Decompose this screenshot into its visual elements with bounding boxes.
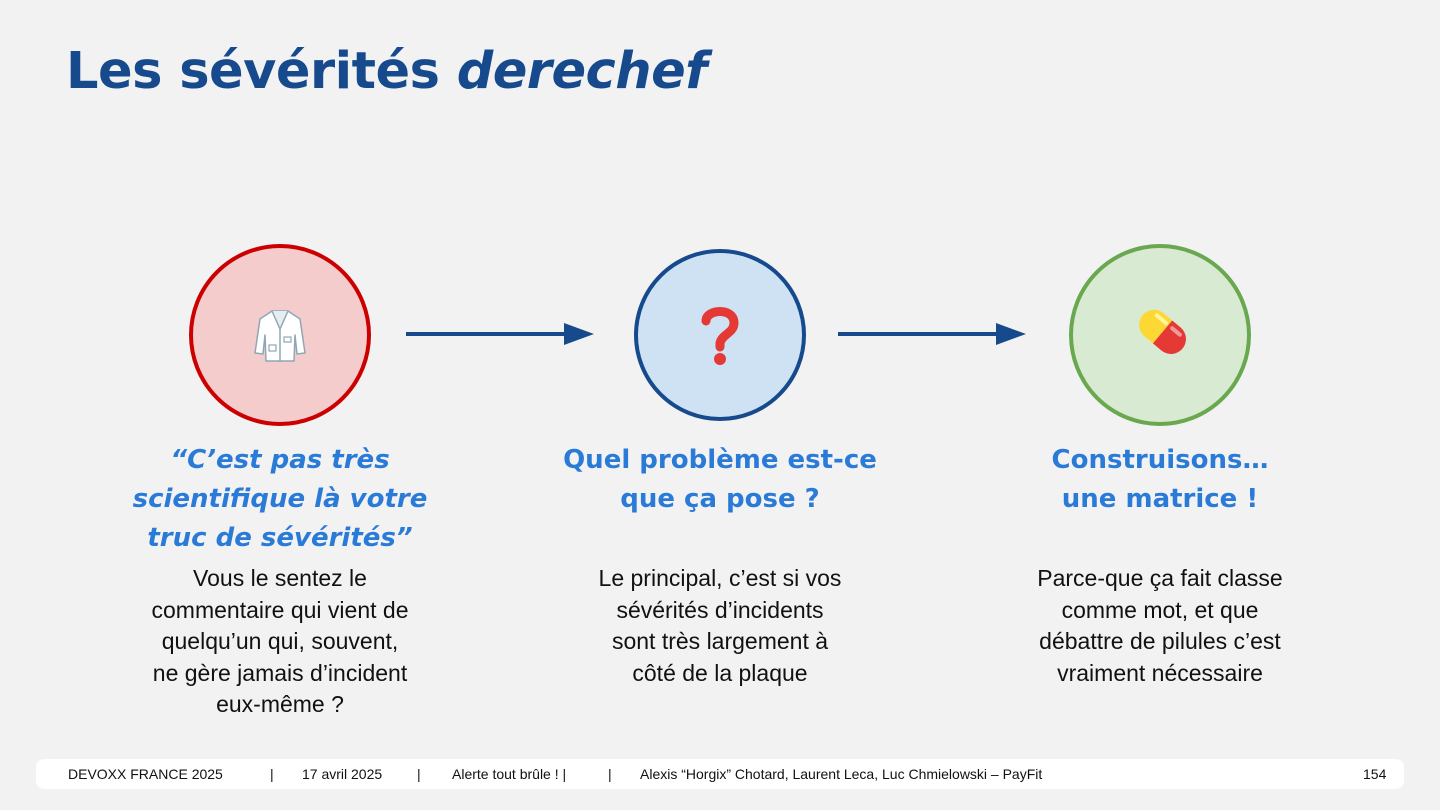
- step-1-circle: [189, 244, 371, 426]
- question-mark-icon: [698, 303, 742, 367]
- step-3-heading: Construisons… une matrice !: [1051, 445, 1269, 514]
- slide-title-emphasis: derechef: [456, 42, 707, 101]
- step-1-heading: “C’est pas très scientifique là votre truc de sévérités”: [132, 445, 428, 553]
- arrow-2-icon: [838, 322, 1028, 346]
- arrow-1-icon: [406, 322, 596, 346]
- footer-separator: |: [417, 766, 421, 782]
- footer-authors: Alexis “Horgix” Chotard, Laurent Leca, Luc Chmielowski – PayFit: [640, 766, 1043, 782]
- lab-coat-icon: [250, 305, 310, 365]
- footer-talk-title: Alerte tout brûle ! |: [452, 766, 567, 782]
- step-3-circle: [1069, 244, 1251, 426]
- step-2-heading: Quel problème est-ce que ça pose ?: [563, 445, 877, 514]
- slide-footer: [36, 759, 1404, 789]
- step-2-circle: [634, 249, 806, 421]
- page-number: 154: [1363, 766, 1387, 782]
- footer-date: 17 avril 2025: [302, 766, 383, 782]
- slide-title: [66, 42, 707, 101]
- step-1-description: Vous le sentez le commentaire qui vient de quelqu’un qui, souvent, ne gère jamais d’incident eux-même ?: [151, 565, 409, 717]
- footer-separator: |: [270, 766, 274, 782]
- pill-icon: [1125, 300, 1195, 370]
- step-3-description: Parce-que ça fait classe comme mot, et que débattre de pilules c’est vraiment nécessaire: [1037, 565, 1283, 686]
- footer-event: DEVOXX FRANCE 2025: [68, 766, 223, 782]
- footer-separator: |: [608, 766, 612, 782]
- step-2-description: Le principal, c’est si vos sévérités d’incidents sont très largement à côté de la plaque: [598, 565, 842, 686]
- slide-title-main: Les sévérités: [66, 42, 440, 101]
